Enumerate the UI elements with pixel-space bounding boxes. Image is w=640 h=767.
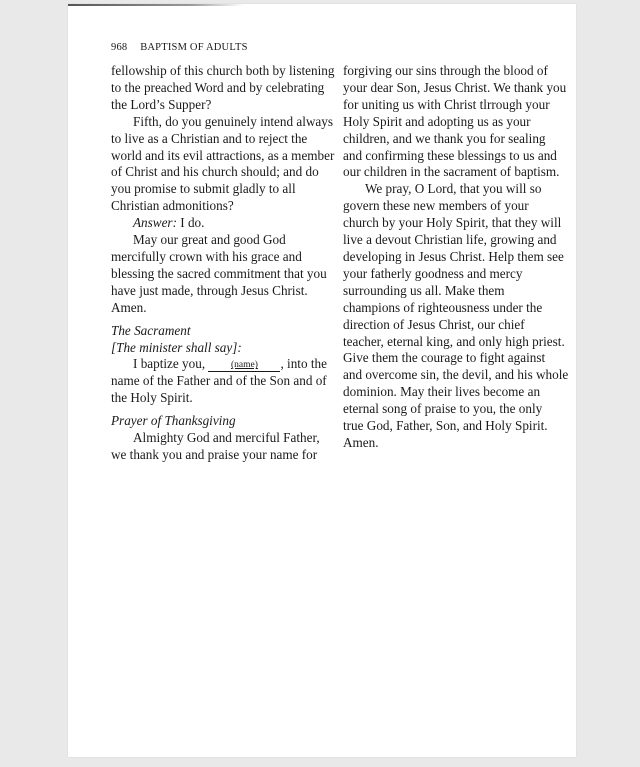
text-line: we thank you and praise your name for (111, 447, 318, 463)
name-blank (208, 360, 280, 372)
answer-line (111, 215, 336, 232)
text-line: Fifth, do you genuinely intend always (133, 113, 333, 129)
text-line: fellowship of this church both by listening (111, 63, 335, 78)
text-line: eternal song of praise to you, the only (343, 401, 543, 417)
text-line: for uniting us with Christ tlrrough your (343, 96, 550, 112)
text-line: Christian admonitions? (111, 198, 234, 214)
text-line: live a devout Christian life, growing and (343, 232, 557, 248)
text-line: church by your Holy Spirit, that they will (343, 215, 562, 231)
text-line: Holy Spirit and adopting us as your (343, 113, 531, 129)
section-heading-thanksgiving: Prayer of Thanksgiving (111, 413, 236, 429)
text-line: to the preached Word and by celebrating (111, 79, 325, 95)
text-line: the Holy Spirit. (111, 390, 193, 406)
text-line: teacher, eternal king, and only high priest. (343, 333, 565, 349)
text-line: the Lord’s Supper? (111, 96, 212, 112)
text-line: Almighty God and merciful Father, (133, 430, 320, 446)
text-line: direction of Jesus Christ, our chief (343, 316, 525, 332)
answer-text: I do. (176, 215, 205, 231)
text-line: forgiving our sins through the blood of (343, 63, 548, 78)
text-line: world and its evil attractions, as a member (111, 147, 335, 163)
name-placeholder: (name) (230, 360, 258, 371)
text-line: true God, Father, Son, and Holy Spirit. (343, 418, 548, 434)
text-line: We pray, O Lord, that you will so (365, 181, 542, 197)
text-line: Give them the courage to fight against (343, 350, 546, 366)
running-head-title: BAPTISM OF ADULTS (140, 42, 248, 53)
text-line: developing in Jesus Christ. Help them see (343, 248, 564, 264)
left-column (111, 63, 336, 464)
text-line: Amen. (343, 434, 379, 450)
text-line: govern these new members of your (343, 198, 529, 214)
text-line: May our great and good God (133, 232, 286, 248)
rubric: [The minister shall say]: (111, 339, 242, 355)
text-line: children, and we thank you for sealing (343, 130, 546, 146)
answer-label: Answer: (133, 215, 177, 231)
page-edge-shadow (68, 4, 243, 6)
text-line: have just made, through Jesus Christ. (111, 282, 308, 298)
baptism-formula-line (111, 356, 336, 373)
text-line: and confirming these blessings to us and (343, 147, 557, 163)
section-heading-sacrament: The Sacrament (111, 322, 191, 338)
text-line: and overcome sin, the devil, and his whole (343, 367, 569, 383)
text-line: our children in the sacrament of baptism. (343, 164, 560, 180)
text-line: your fatherly goodness and mercy (343, 265, 523, 281)
text-fragment: , into the (280, 356, 327, 372)
page-number: 968 (111, 42, 128, 53)
text-line: name of the Father and of the Son and of (111, 373, 327, 389)
running-head (111, 42, 248, 53)
text-line: champions of righteousness under the (343, 299, 543, 315)
text-line: of Christ and his church should; and do (111, 164, 319, 180)
text-line: you promise to submit gladly to all (111, 181, 296, 197)
text-fragment: I baptize you, (133, 356, 209, 372)
text-line: blessing the sacred commitment that you (111, 265, 327, 281)
text-line: Amen. (111, 299, 147, 315)
right-column (343, 63, 578, 452)
text-line: mercifully crown with his grace and (111, 248, 302, 264)
text-line: to live as a Christian and to reject the (111, 130, 308, 146)
text-line: dominion. May their lives become an (343, 384, 541, 400)
text-line: surrounding us all. Make them (343, 282, 505, 298)
scanned-page (68, 4, 576, 757)
text-line: your dear Son, Jesus Christ. We thank you (343, 79, 567, 95)
